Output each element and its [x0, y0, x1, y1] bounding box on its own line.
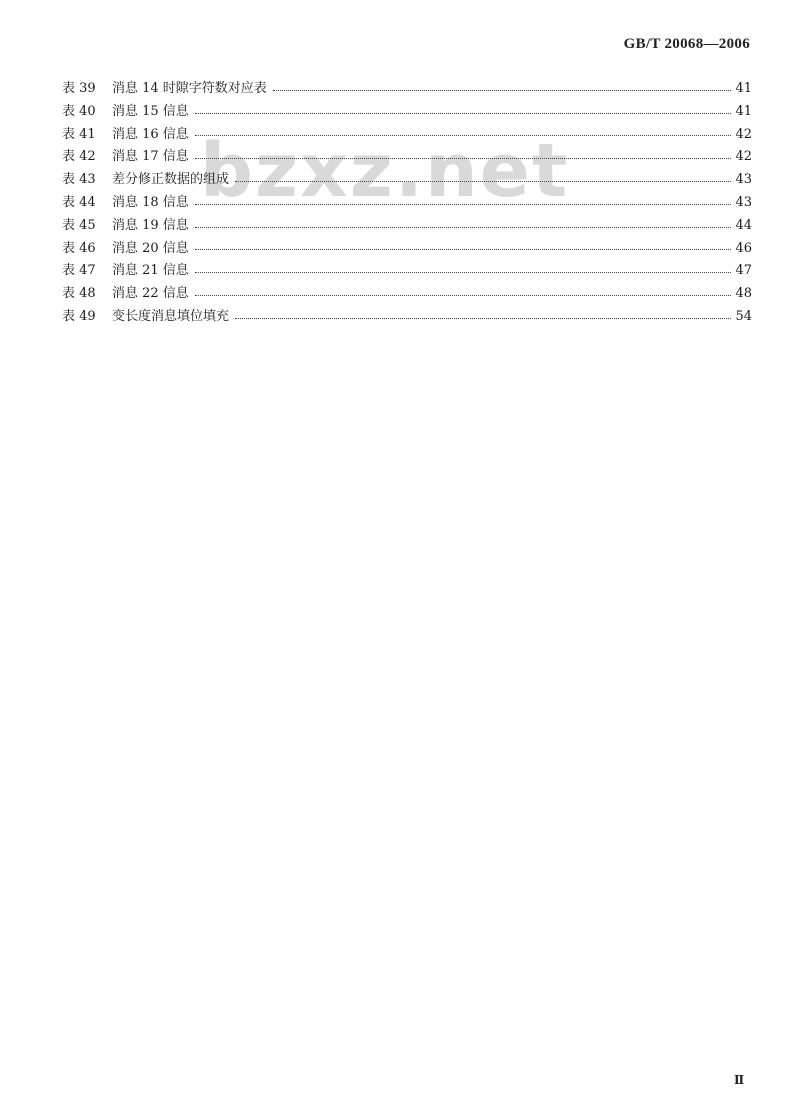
toc-dot-leader: [195, 248, 732, 250]
toc-entry[interactable]: [62, 145, 752, 168]
toc-entry-number: 表 48: [62, 286, 96, 302]
toc-entry-number: 表 41: [62, 126, 96, 142]
toc-dot-leader: [195, 203, 732, 205]
toc-entry-number: 表 45: [62, 217, 96, 233]
toc-entry[interactable]: [62, 77, 752, 100]
page-header-standard-code: GB/T 20068—2006: [623, 36, 750, 52]
toc-dot-leader: [273, 89, 732, 91]
toc-entry-number: 表 44: [62, 194, 96, 210]
toc-entry[interactable]: [62, 168, 752, 191]
toc-entry-page: 44: [735, 217, 752, 233]
toc-dot-leader: [195, 134, 732, 136]
toc-entry-number: 表 40: [62, 103, 96, 119]
toc-entry-title: 差分修正数据的组成: [112, 172, 230, 188]
toc-entry-title: 消息 22 信息: [112, 286, 189, 302]
toc-entry-number: 表 49: [62, 308, 96, 324]
toc-entry-number: 表 47: [62, 263, 96, 279]
toc-entry-number: 表 43: [62, 172, 96, 188]
toc-dot-leader: [235, 317, 731, 319]
toc-entry-page: 42: [735, 149, 752, 165]
toc-entry[interactable]: [62, 191, 752, 214]
toc-dot-leader: [195, 226, 732, 228]
toc-entry-title: 消息 21 信息: [112, 263, 189, 279]
toc-entry-title: 变长度消息填位填充: [112, 308, 230, 324]
toc-dot-leader: [235, 180, 731, 182]
toc-entry-page: 46: [735, 240, 752, 256]
toc-entry[interactable]: [62, 237, 752, 260]
watermark: bzxz.net: [200, 128, 570, 214]
toc-entry-page: 42: [735, 126, 752, 142]
toc-entry-number: 表 39: [62, 81, 96, 96]
toc-entry-page: 47: [735, 263, 752, 279]
toc-entry-title: 消息 19 信息: [112, 217, 189, 233]
toc-entry-page: 41: [735, 81, 752, 96]
toc-entry-title: 消息 16 信息: [112, 126, 189, 142]
toc-dot-leader: [195, 112, 732, 114]
toc-dot-leader: [195, 157, 732, 159]
toc-entry-page: 54: [735, 308, 752, 324]
toc-entry[interactable]: [62, 305, 752, 328]
toc-entry[interactable]: [62, 282, 752, 305]
table-of-tables: [62, 77, 752, 328]
toc-entry-title: 消息 17 信息: [112, 149, 189, 165]
toc-entry-title: 消息 14 时隙字符数对应表: [112, 81, 267, 96]
toc-entry[interactable]: [62, 100, 752, 123]
toc-entry-number: 表 42: [62, 149, 96, 165]
toc-entry-page: 48: [735, 286, 752, 302]
toc-entry[interactable]: [62, 259, 752, 282]
toc-dot-leader: [195, 271, 732, 273]
toc-entry-number: 表 46: [62, 240, 96, 256]
toc-entry-page: 43: [735, 194, 752, 210]
toc-entry-page: 41: [735, 103, 752, 119]
toc-entry-title: 消息 18 信息: [112, 194, 189, 210]
toc-entry-page: 43: [735, 172, 752, 188]
toc-entry-title: 消息 15 信息: [112, 103, 189, 119]
toc-dot-leader: [195, 294, 732, 296]
toc-entry[interactable]: [62, 214, 752, 237]
toc-entry[interactable]: [62, 123, 752, 146]
toc-entry-title: 消息 20 信息: [112, 240, 189, 256]
page-folio: Ⅱ: [734, 1073, 745, 1087]
